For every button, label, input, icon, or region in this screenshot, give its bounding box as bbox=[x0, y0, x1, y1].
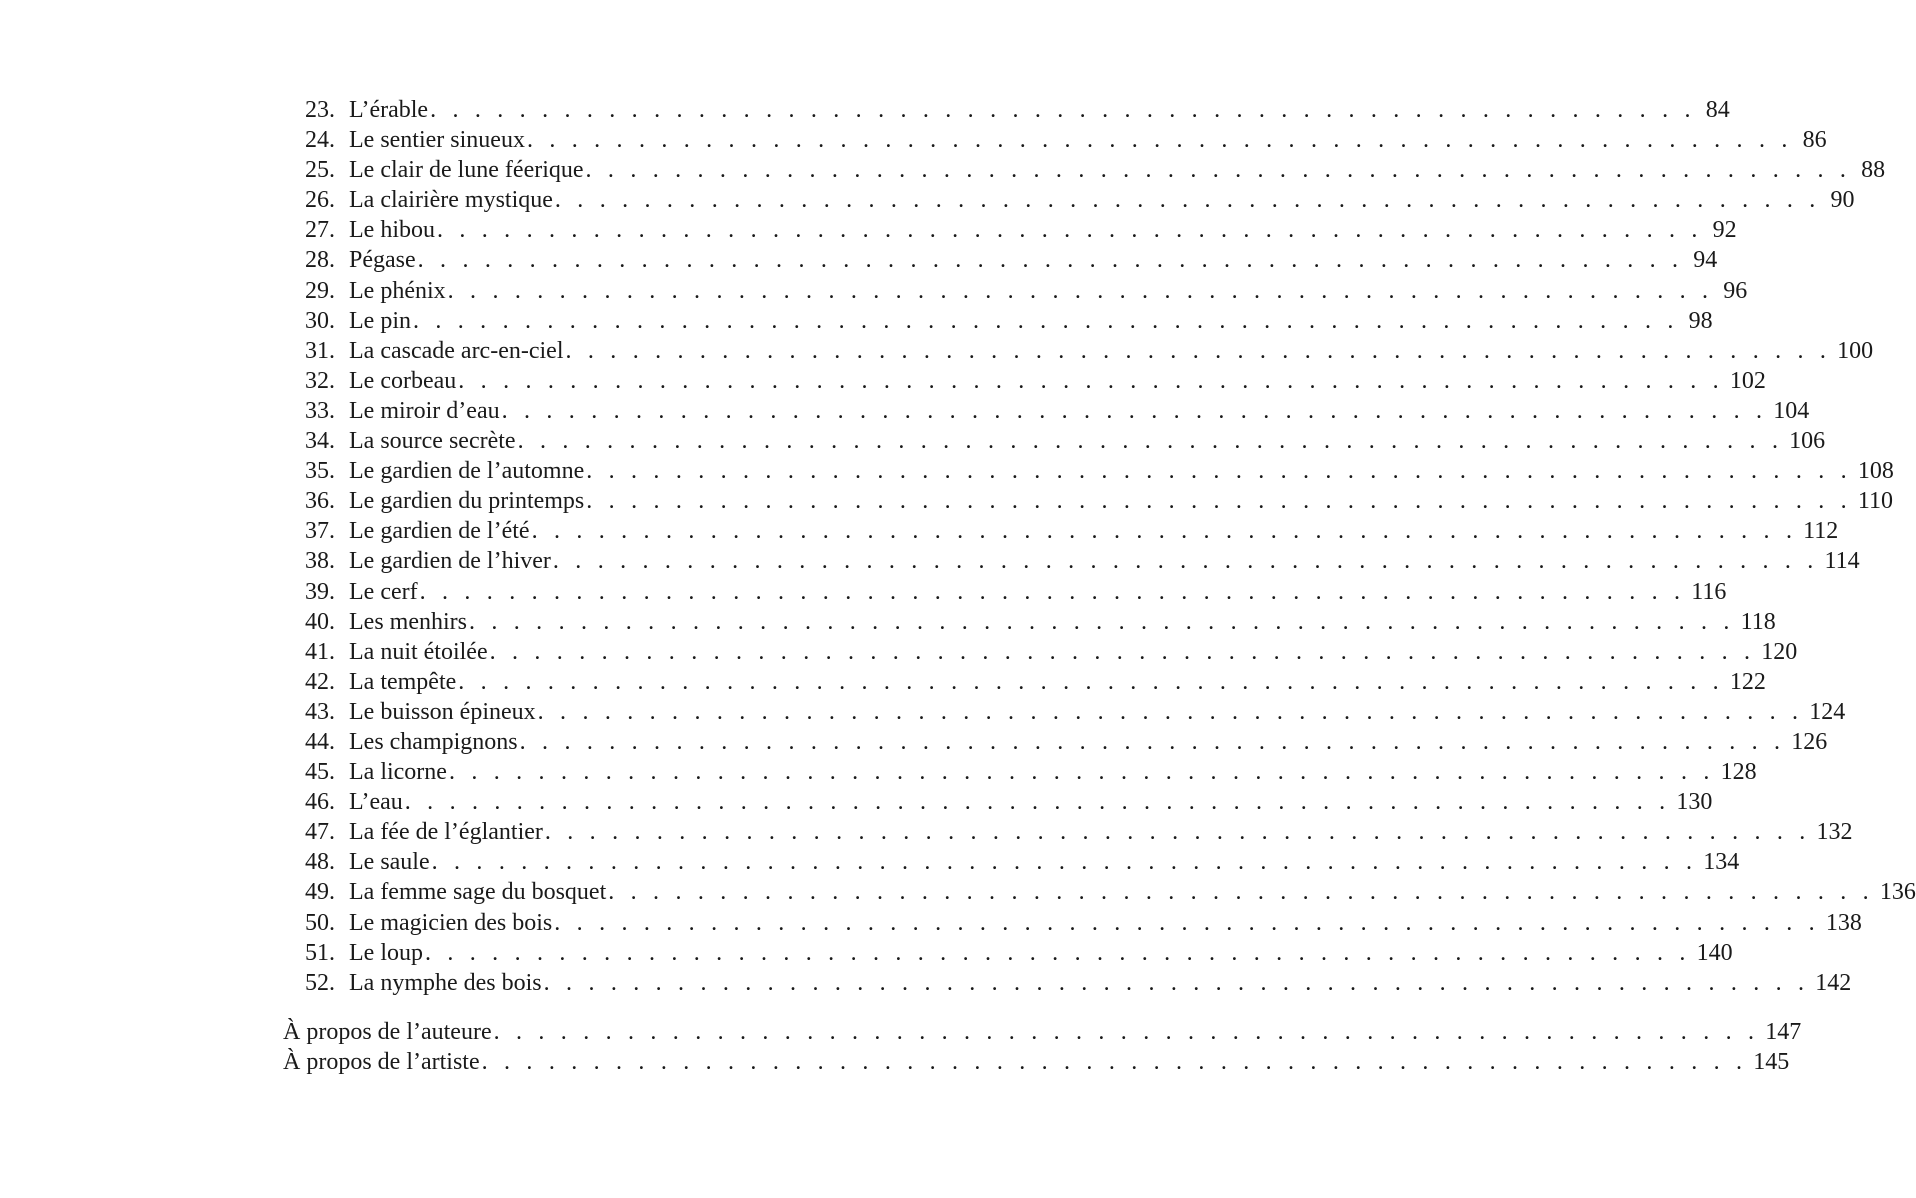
toc-entry bbox=[283, 697, 1846, 727]
page-number: 92 bbox=[1712, 217, 1737, 244]
page-number: 98 bbox=[1688, 307, 1713, 334]
chapter-title: La licorne bbox=[349, 759, 447, 786]
page-number: 100 bbox=[1837, 337, 1874, 364]
toc-entry bbox=[283, 366, 1766, 396]
toc-entry bbox=[283, 727, 1828, 757]
page-number: 118 bbox=[1740, 608, 1776, 635]
chapter-number: 34. bbox=[305, 428, 335, 455]
chapter-title: La nuit étoilée bbox=[349, 638, 488, 665]
dot-leader: . . . . . . . . . . . . . . . . . . . . . . . . . . . . . . . . . . . . . . . . . . . . . . . . . . . . . . . . . bbox=[554, 187, 1821, 214]
toc-entry bbox=[283, 546, 1860, 576]
chapter-title: Pégase bbox=[349, 247, 416, 274]
toc-entry bbox=[283, 426, 1826, 456]
chapter-title: Le saule bbox=[349, 849, 430, 876]
chapter-title: Les champignons bbox=[349, 728, 518, 755]
chapter-list bbox=[283, 95, 1916, 998]
page-number: 132 bbox=[1816, 819, 1853, 846]
dot-leader: . . . . . . . . . . . . . . . . . . . . . . . . . . . . . . . . . . . . . . . . . . . . . . . . . . . . . . . . . bbox=[419, 578, 1686, 605]
page-number: 114 bbox=[1824, 548, 1860, 575]
chapter-title: L’eau bbox=[349, 789, 403, 816]
appendix-title: À propos de l’auteure bbox=[283, 1018, 492, 1045]
appendix-entry bbox=[283, 1017, 1802, 1047]
page-number: 90 bbox=[1830, 187, 1855, 214]
chapter-title: La source secrète bbox=[349, 428, 516, 455]
toc-entry bbox=[283, 938, 1733, 968]
chapter-number: 39. bbox=[305, 578, 335, 605]
chapter-title: Le loup bbox=[349, 939, 423, 966]
chapter-title: L’érable bbox=[349, 97, 429, 123]
dot-leader: . . . . . . . . . . . . . . . . . . . . . . . . . . . . . . . . . . . . . . . . . . . . . . . . . . . . . . . . . bbox=[608, 879, 1874, 906]
toc-entry bbox=[283, 306, 1713, 336]
toc-entry bbox=[283, 908, 1862, 938]
page-number: 140 bbox=[1696, 939, 1733, 966]
page-number: 84 bbox=[1705, 97, 1730, 123]
page-number: 106 bbox=[1789, 428, 1826, 455]
dot-leader: . . . . . . . . . . . . . . . . . . . . . . . . . . . . . . . . . . . . . . . . . . . . . . . . . . . . . . . . . bbox=[517, 428, 1784, 455]
chapter-number: 33. bbox=[305, 397, 335, 424]
page-number: 124 bbox=[1809, 698, 1846, 725]
chapter-number: 31. bbox=[305, 337, 335, 364]
dot-leader: . . . . . . . . . . . . . . . . . . . . . . . . . . . . . . . . . . . . . . . . . . . . . . . . . . . . . . . . . bbox=[468, 608, 1735, 635]
toc-entry bbox=[283, 396, 1810, 426]
dot-leader: . . . . . . . . . . . . . . . . . . . . . . . . . . . . . . . . . . . . . . . . . . . . . . . . . . . . . . . . . bbox=[501, 397, 1768, 424]
chapter-number: 43. bbox=[305, 698, 335, 725]
chapter-number: 29. bbox=[305, 277, 335, 304]
chapter-number: 49. bbox=[305, 879, 335, 906]
toc-entry bbox=[283, 787, 1713, 817]
chapter-title: Les menhirs bbox=[349, 608, 467, 635]
chapter-number: 52. bbox=[305, 969, 335, 996]
page-number: 122 bbox=[1729, 668, 1766, 695]
toc-entry bbox=[283, 968, 1852, 998]
chapter-number: 28. bbox=[305, 247, 335, 274]
page-number: 88 bbox=[1861, 157, 1886, 184]
dot-leader: . . . . . . . . . . . . . . . . . . . . . . . . . . . . . . . . . . . . . . . . . . . . . . . . . . . . . . . . . bbox=[431, 849, 1698, 876]
page-number: 108 bbox=[1857, 458, 1894, 485]
chapter-title: La cascade arc-en-ciel bbox=[349, 337, 564, 364]
chapter-title: La femme sage du bosquet bbox=[349, 879, 607, 906]
toc-entry bbox=[283, 877, 1916, 907]
page-number: 142 bbox=[1815, 969, 1852, 996]
page-number: 147 bbox=[1765, 1018, 1802, 1045]
chapter-number: 50. bbox=[305, 909, 335, 936]
chapter-number: 25. bbox=[305, 157, 335, 184]
dot-leader: . . . . . . . . . . . . . . . . . . . . . . . . . . . . . . . . . . . . . . . . . . . . . . . . . . . . . . . . . bbox=[565, 337, 1832, 364]
dot-leader: . . . . . . . . . . . . . . . . . . . . . . . . . . . . . . . . . . . . . . . . . . . . . . . . . . . . . . . . . bbox=[436, 217, 1703, 244]
chapter-title: Le hibou bbox=[349, 217, 435, 244]
appendix-title: À propos de l’artiste bbox=[283, 1048, 480, 1075]
appendix-entry bbox=[283, 1047, 1790, 1077]
page-number: 116 bbox=[1691, 578, 1727, 605]
section-gap bbox=[283, 998, 899, 1017]
dot-leader: . . . . . . . . . . . . . . . . . . . . . . . . . . . . . . . . . . . . . . . . . . . . . . . . . . . . . . . . . bbox=[585, 157, 1852, 184]
chapter-title: Le gardien du printemps bbox=[349, 488, 585, 515]
dot-leader: . . . . . . . . . . . . . . . . . . . . . . . . . . . . . . . . . . . . . . . . . . . . . . . . . . . . . . . . . bbox=[412, 307, 1679, 334]
dot-leader: . . . . . . . . . . . . . . . . . . . . . . . . . . . . . . . . . . . . . . . . . . . . . . . . . . . . . . . . . bbox=[448, 759, 1715, 786]
chapter-number: 23. bbox=[305, 97, 335, 123]
toc-entry bbox=[283, 215, 1737, 245]
chapter-title: Le sentier sinueux bbox=[349, 127, 525, 154]
chapter-number: 44. bbox=[305, 728, 335, 755]
dot-leader: . . . . . . . . . . . . . . . . . . . . . . . . . . . . . . . . . . . . . . . . . . . . . . . . . . . . . . . . . bbox=[537, 698, 1804, 725]
page-number: 120 bbox=[1761, 638, 1798, 665]
page-number: 104 bbox=[1773, 397, 1810, 424]
chapter-title: Le phénix bbox=[349, 277, 446, 304]
chapter-number: 47. bbox=[305, 819, 335, 846]
page-number: 128 bbox=[1720, 759, 1757, 786]
chapter-number: 42. bbox=[305, 668, 335, 695]
page-number: 112 bbox=[1803, 518, 1839, 545]
chapter-title: Le gardien de l’automne bbox=[349, 458, 585, 485]
appendix-list bbox=[283, 1017, 1802, 1077]
toc-entry bbox=[283, 336, 1874, 366]
dot-leader: . . . . . . . . . . . . . . . . . . . . . . . . . . . . . . . . . . . . . . . . . . . . . . . . . . . . . . . . . bbox=[458, 668, 1724, 695]
toc-entry bbox=[283, 155, 1886, 185]
page-number: 134 bbox=[1703, 849, 1740, 876]
table-of-contents bbox=[283, 95, 1916, 1077]
toc-entry bbox=[283, 276, 1748, 306]
dot-leader: . . . . . . . . . . . . . . . . . . . . . . . . . . . . . . . . . . . . . . . . . . . . . . . . . . . . . . . . . bbox=[544, 819, 1811, 846]
dot-leader: . . . . . . . . . . . . . . . . . . . . . . . . . . . . . . . . . . . . . . . . . . . . . . . . . . . . . . . . . bbox=[417, 247, 1684, 274]
chapter-title: Le gardien de l’été bbox=[349, 518, 530, 545]
chapter-number: 30. bbox=[305, 307, 335, 334]
toc-entry bbox=[283, 516, 1839, 546]
dot-leader: . . . . . . . . . . . . . . . . . . . . . . . . . . . . . . . . . . . . . . . . . . . . . . . . . . . . . . . . . bbox=[404, 789, 1671, 816]
chapter-title: Le pin bbox=[349, 307, 411, 334]
toc-entry bbox=[283, 667, 1766, 697]
dot-leader: . . . . . . . . . . . . . . . . . . . . . . . . . . . . . . . . . . . . . . . . . . . . . . . . . . . . . . . . . bbox=[586, 488, 1852, 515]
chapter-number: 37. bbox=[305, 518, 335, 545]
dot-leader: . . . . . . . . . . . . . . . . . . . . . . . . . . . . . . . . . . . . . . . . . . . . . . . . . . . . . . . . . bbox=[586, 458, 1852, 485]
toc-entry bbox=[283, 637, 1798, 667]
page-number: 110 bbox=[1857, 488, 1893, 515]
chapter-number: 35. bbox=[305, 458, 335, 485]
page-number: 136 bbox=[1879, 879, 1916, 906]
toc-entry bbox=[283, 577, 1727, 607]
chapter-title: Le miroir d’eau bbox=[349, 397, 500, 424]
dot-leader: . . . . . . . . . . . . . . . . . . . . . . . . . . . . . . . . . . . . . . . . . . . . . . . . . . . . . . . . . bbox=[519, 728, 1786, 755]
chapter-title: La tempête bbox=[349, 668, 457, 695]
chapter-title: Le gardien de l’hiver bbox=[349, 548, 551, 575]
chapter-number: 32. bbox=[305, 367, 335, 394]
chapter-title: La fée de l’églantier bbox=[349, 819, 543, 846]
chapter-number: 48. bbox=[305, 849, 335, 876]
page-number: 102 bbox=[1729, 367, 1766, 394]
chapter-number: 46. bbox=[305, 789, 335, 816]
dot-leader: . . . . . . . . . . . . . . . . . . . . . . . . . . . . . . . . . . . . . . . . . . . . . . . . . . . . . . . . . bbox=[554, 909, 1820, 936]
chapter-number: 26. bbox=[305, 187, 335, 214]
dot-leader: . . . . . . . . . . . . . . . . . . . . . . . . . . . . . . . . . . . . . . . . . . . . . . . . . . . . . . . . . bbox=[543, 969, 1810, 996]
page-number: 130 bbox=[1676, 789, 1713, 816]
toc-entry bbox=[283, 486, 1893, 516]
chapter-number: 27. bbox=[305, 217, 335, 244]
page-number: 145 bbox=[1753, 1048, 1790, 1075]
chapter-title: Le cerf bbox=[349, 578, 418, 605]
toc-entry bbox=[283, 817, 1853, 847]
chapter-number: 36. bbox=[305, 488, 335, 515]
page-number: 94 bbox=[1693, 247, 1718, 274]
chapter-title: Le corbeau bbox=[349, 367, 457, 394]
chapter-number: 38. bbox=[305, 548, 335, 575]
chapter-number: 45. bbox=[305, 759, 335, 786]
toc-entry bbox=[283, 847, 1740, 877]
page-number: 138 bbox=[1825, 909, 1862, 936]
chapter-number: 41. bbox=[305, 638, 335, 665]
dot-leader: . . . . . . . . . . . . . . . . . . . . . . . . . . . . . . . . . . . . . . . . . . . . . . . . . . . . . . . . . bbox=[458, 367, 1724, 394]
dot-leader: . . . . . . . . . . . . . . . . . . . . . . . . . . . . . . . . . . . . . . . . . . . . . . . . . . . . . . . . . bbox=[481, 1048, 1748, 1075]
chapter-title: La clairière mystique bbox=[349, 187, 553, 214]
dot-leader: . . . . . . . . . . . . . . . . . . . . . . . . . . . . . . . . . . . . . . . . . . . . . . . . . . . . . . . . . bbox=[526, 127, 1793, 154]
chapter-title: Le buisson épineux bbox=[349, 698, 536, 725]
page-number: 126 bbox=[1791, 728, 1828, 755]
chapter-number: 51. bbox=[305, 939, 335, 966]
toc-entry bbox=[283, 607, 1776, 637]
dot-leader: . . . . . . . . . . . . . . . . . . . . . . . . . . . . . . . . . . . . . . . . . . . . . . . . . . . . . . . . . bbox=[430, 97, 1696, 123]
toc-entry bbox=[283, 456, 1894, 486]
toc-entry bbox=[283, 245, 1718, 275]
chapter-title: Le magicien des bois bbox=[349, 909, 553, 936]
toc-entry bbox=[283, 185, 1855, 215]
page-number: 96 bbox=[1723, 277, 1748, 304]
toc-entry bbox=[283, 95, 1730, 125]
dot-leader: . . . . . . . . . . . . . . . . . . . . . . . . . . . . . . . . . . . . . . . . . . . . . . . . . . . . . . . . . bbox=[447, 277, 1714, 304]
toc-entry bbox=[283, 757, 1757, 787]
dot-leader: . . . . . . . . . . . . . . . . . . . . . . . . . . . . . . . . . . . . . . . . . . . . . . . . . . . . . . . . . bbox=[552, 548, 1819, 575]
chapter-number: 40. bbox=[305, 608, 335, 635]
dot-leader: . . . . . . . . . . . . . . . . . . . . . . . . . . . . . . . . . . . . . . . . . . . . . . . . . . . . . . . . . bbox=[493, 1018, 1760, 1045]
dot-leader: . . . . . . . . . . . . . . . . . . . . . . . . . . . . . . . . . . . . . . . . . . . . . . . . . . . . . . . . . bbox=[489, 638, 1756, 665]
chapter-title: Le clair de lune féerique bbox=[349, 157, 584, 184]
chapter-number: 24. bbox=[305, 127, 335, 154]
dot-leader: . . . . . . . . . . . . . . . . . . . . . . . . . . . . . . . . . . . . . . . . . . . . . . . . . . . . . . . . . bbox=[531, 518, 1798, 545]
toc-entry bbox=[283, 125, 1827, 155]
chapter-title: La nymphe des bois bbox=[349, 969, 542, 996]
page-number: 86 bbox=[1802, 127, 1827, 154]
dot-leader: . . . . . . . . . . . . . . . . . . . . . . . . . . . . . . . . . . . . . . . . . . . . . . . . . . . . . . . . . bbox=[424, 939, 1691, 966]
